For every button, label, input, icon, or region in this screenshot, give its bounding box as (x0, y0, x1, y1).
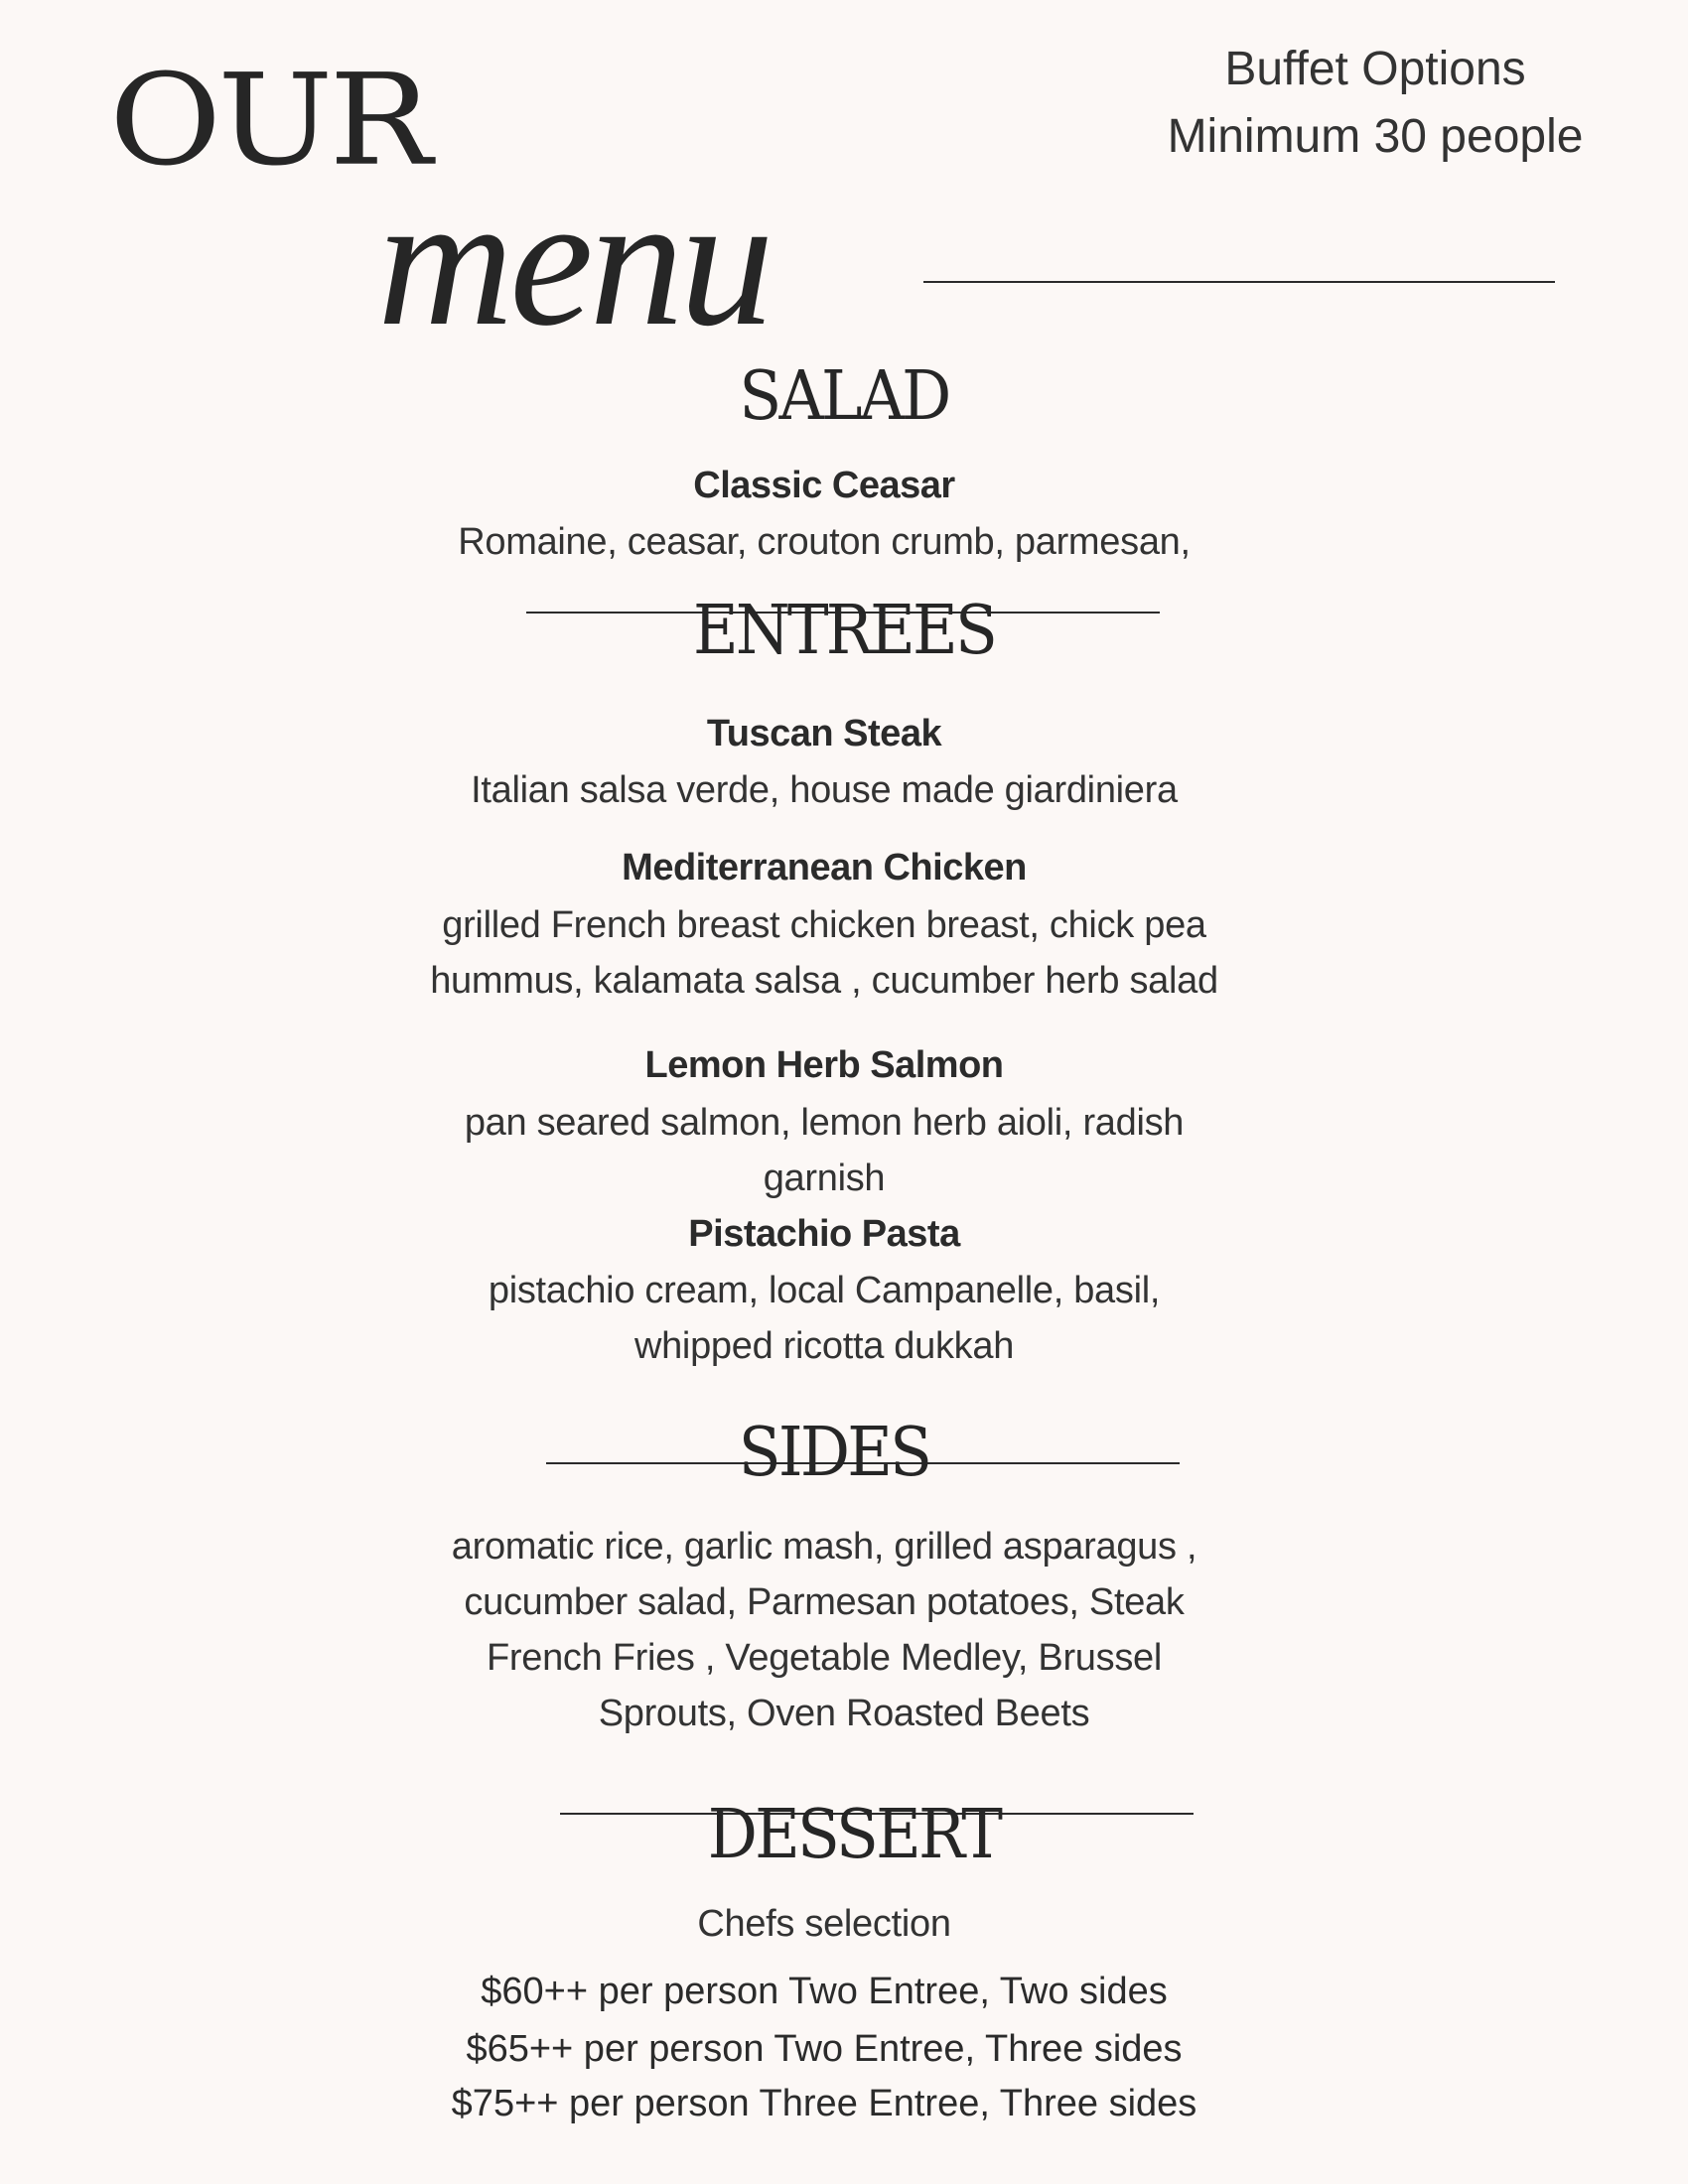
item-name-mediterranean-chicken: Mediterranean Chicken (622, 847, 1027, 888)
item-desc-mediterranean-chicken-line1: grilled French breast chicken breast, chick pea (442, 904, 1206, 946)
sides-line-1: aromatic rice, garlic mash, grilled asparagus , (451, 1526, 1197, 1568)
section-heading-dessert: DESSERT (707, 1796, 1001, 1874)
item-desc-mediterranean-chicken-line2: hummus, kalamata salsa , cucumber herb salad (430, 960, 1218, 1002)
item-name-pistachio-pasta: Pistachio Pasta (688, 1213, 960, 1255)
sides-line-3: French Fries , Vegetable Medley, Brussel (486, 1637, 1163, 1679)
item-desc-classic-ceasar: Romaine, ceasar, crouton crumb, parmesan, (458, 521, 1191, 563)
item-desc-lemon-herb-salmon-line1: pan seared salmon, lemon herb aioli, radish (464, 1102, 1185, 1144)
buffet-options-label: Buffet Options (1224, 43, 1526, 95)
price-option-3: $75++ per person Three Entree, Three sides (451, 2083, 1197, 2124)
minimum-people-label: Minimum 30 people (1167, 110, 1584, 163)
section-heading-salad: SALAD (739, 357, 949, 436)
sides-line-2: cucumber salad, Parmesan potatoes, Steak (464, 1581, 1185, 1623)
item-desc-pistachio-pasta-line2: whipped ricotta dukkah (633, 1325, 1015, 1367)
section-heading-entrees: ENTREES (692, 592, 996, 670)
price-option-2: $65++ per person Two Entree, Three sides (466, 2028, 1183, 2070)
item-desc-pistachio-pasta-line1: pistachio cream, local Campanelle, basil, (488, 1270, 1161, 1311)
header-divider (923, 281, 1555, 283)
title-our: OUR (109, 46, 429, 195)
price-option-1: $60++ per person Two Entree, Two sides (481, 1971, 1168, 2012)
section-heading-sides: SIDES (738, 1414, 930, 1492)
item-name-classic-ceasar: Classic Ceasar (693, 465, 955, 506)
title-menu: menu (377, 157, 771, 365)
item-name-tuscan-steak: Tuscan Steak (706, 713, 942, 754)
item-desc-tuscan-steak: Italian salsa verde, house made giardiniera (471, 769, 1178, 811)
dessert-desc: Chefs selection (697, 1903, 951, 1945)
item-name-lemon-herb-salmon: Lemon Herb Salmon (644, 1044, 1004, 1086)
sides-line-4: Sprouts, Oven Roasted Beets (598, 1693, 1090, 1734)
item-desc-lemon-herb-salmon-line2: garnish (763, 1158, 886, 1199)
